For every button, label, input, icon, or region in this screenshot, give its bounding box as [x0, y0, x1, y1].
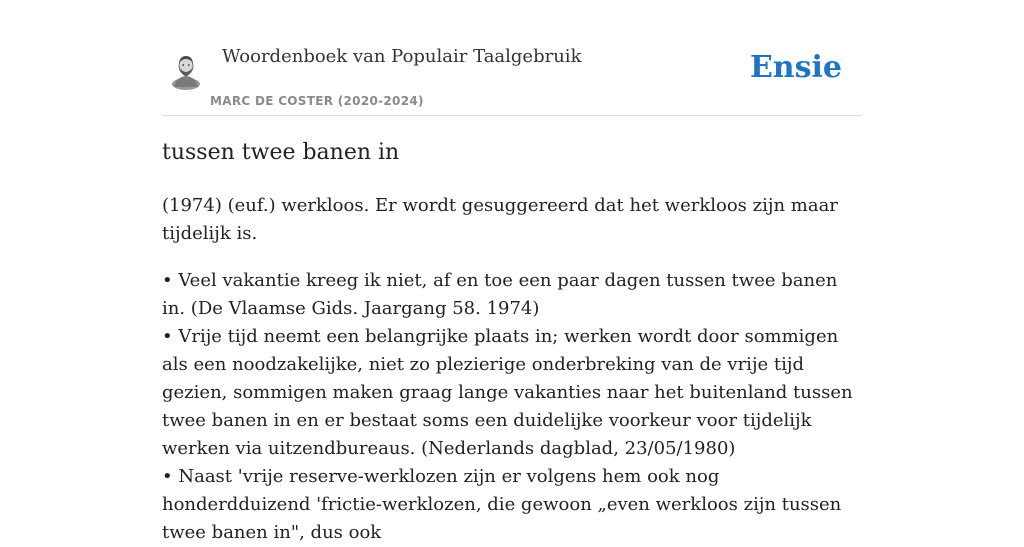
- page: [162, 0, 862, 543]
- entry-examples: [162, 267, 862, 547]
- author-credit[interactable]: MARC DE COSTER (2020-2024): [210, 94, 424, 108]
- entry-title: tussen twee banen in: [162, 140, 400, 165]
- dictionary-title[interactable]: Woordenboek van Populair Taalgebruik: [222, 46, 582, 67]
- example-quote: • Veel vakantie kreeg ik niet, af en toe een paar dagen tussen twee banen in. (De Vlaamse Gids. Jaargang 58. 1974): [162, 270, 838, 319]
- header: [162, 0, 862, 116]
- brand-logo[interactable]: Ensie: [749, 50, 842, 85]
- entry-definition: (1974) (euf.) werkloos. Er wordt gesuggereerd dat het werkloos zijn maar tijdelijk is.: [162, 195, 838, 244]
- example-quote: • Naast 'vrije reserve-werklozen zijn er volgens hem ook nog honderdduizend 'frictie-werklozen, die gewoon „even werkloos zijn tussen twee banen in", dus ook: [162, 466, 842, 543]
- example-quote: • Vrije tijd neemt een belangrijke plaats in; werken wordt door sommigen als een noodzakelijke, niet zo plezierige onderbreking van de vrije tijd gezien, sommigen maken graag lange vakanties naar het buitenland tussen twee banen in en er bestaat soms een duidelijke voorkeur voor tijdelijk werken via uitzendbureaus. (Nederlands dagblad, 23/05/1980): [162, 326, 853, 459]
- author-portrait-icon: [170, 53, 202, 89]
